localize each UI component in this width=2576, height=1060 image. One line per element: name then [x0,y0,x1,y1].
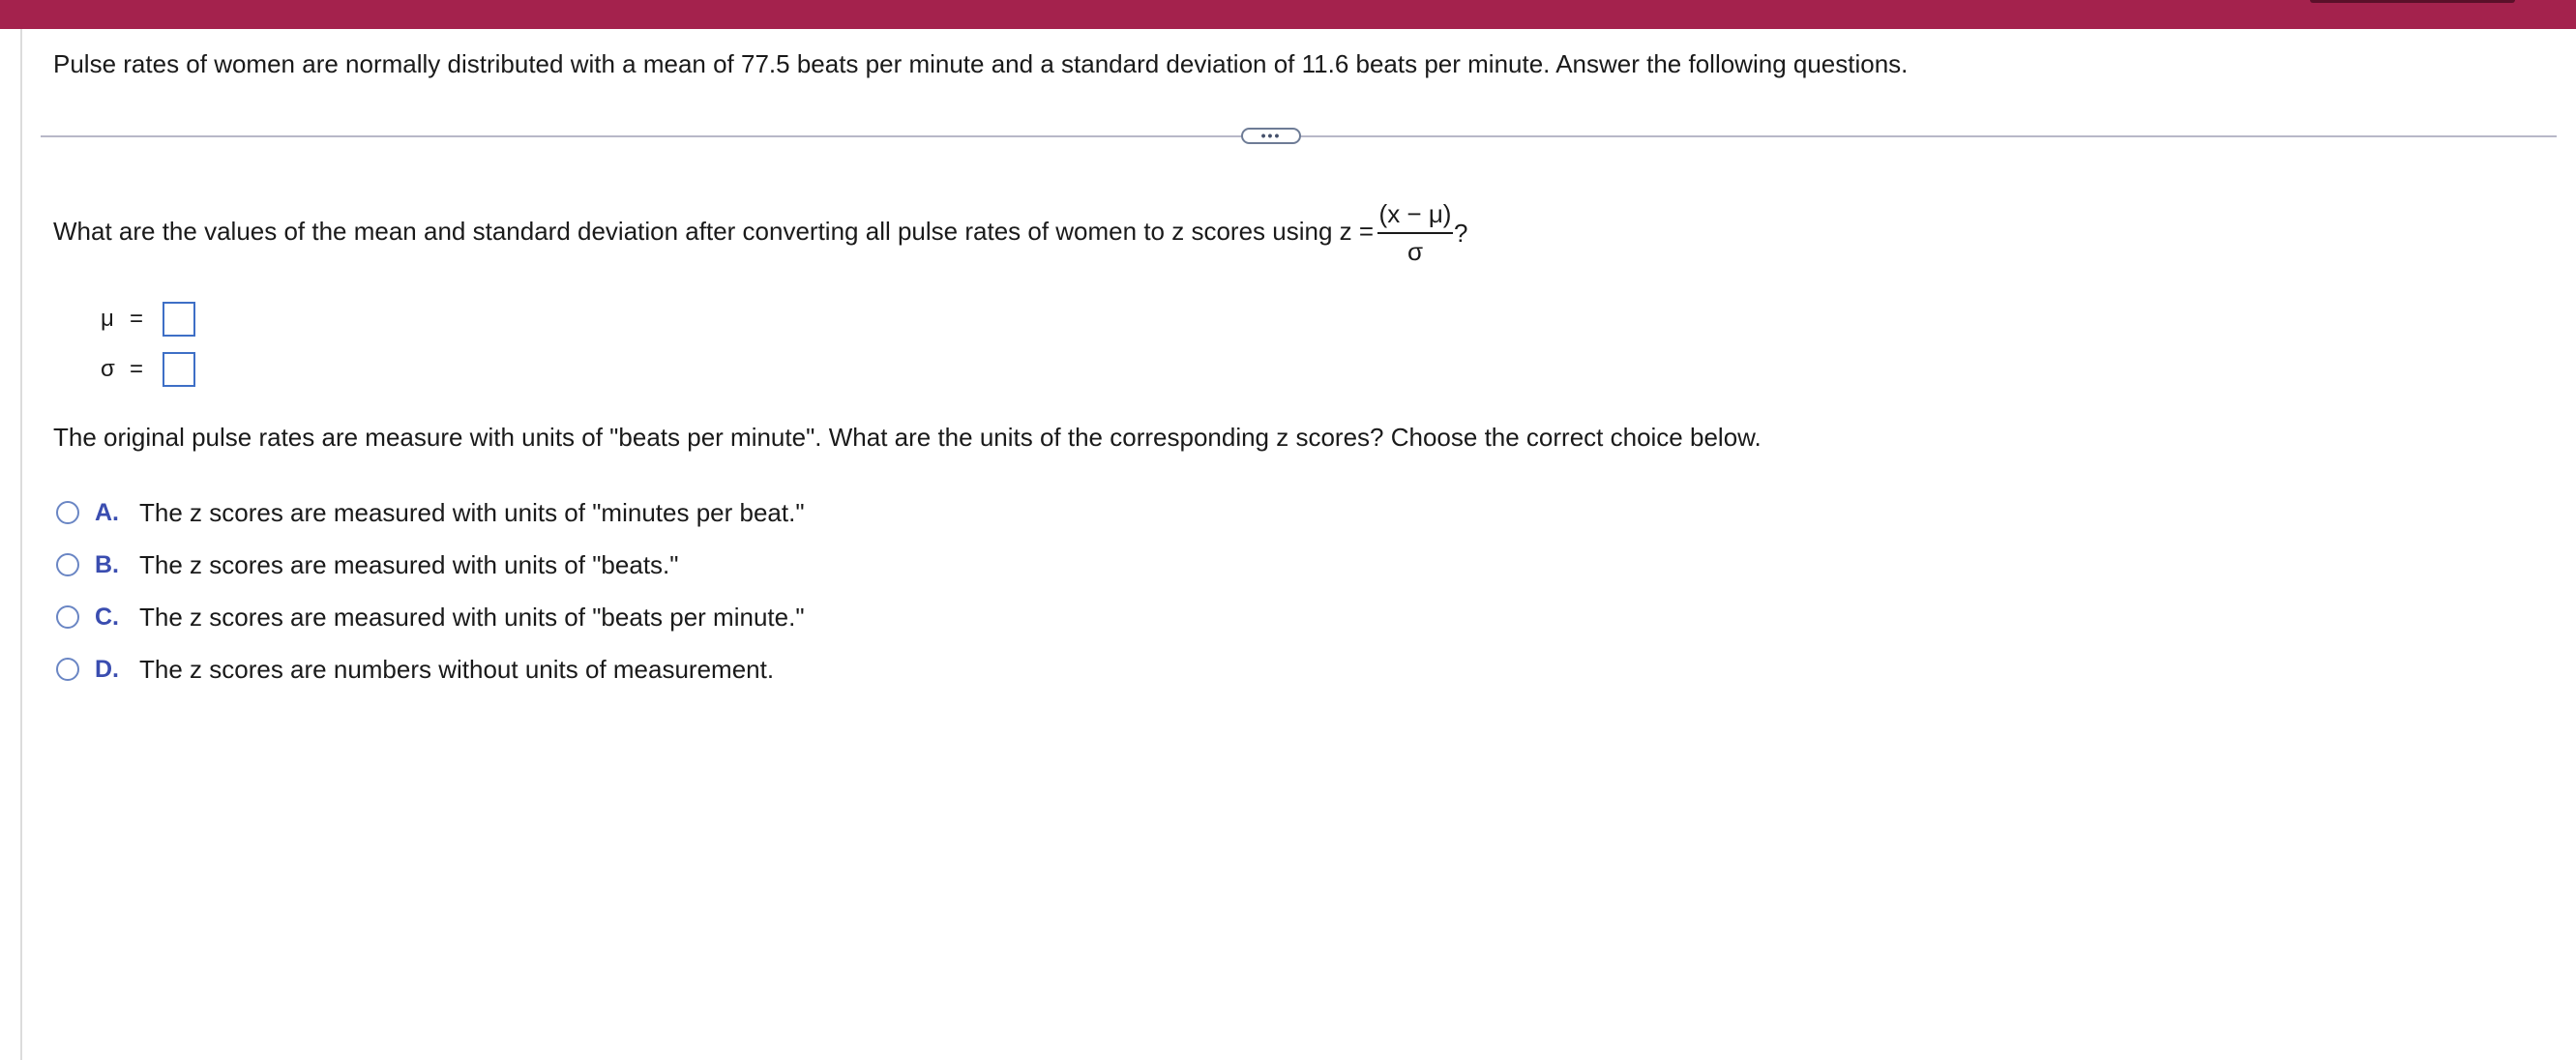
formula-numerator: (x − μ) [1378,199,1452,228]
choice-c[interactable] [56,598,805,636]
problem-intro: Pulse rates of women are normally distributed with a mean of 77.5 beats per minute and a standard deviation of 11.6 beats per minute. Answer the following questions. [53,49,1909,78]
mu-symbol: μ [101,306,114,332]
equals-sign: = [130,356,144,382]
radio-button-icon[interactable] [56,501,79,524]
choice-text: The z scores are measured with units of "minutes per beat." [139,497,805,527]
choice-letter: D. [95,655,119,683]
question-mean-sd: What are the values of the mean and standard deviation after converting all pulse rates of women to z scores using z = [53,217,1375,246]
choice-d[interactable] [56,650,774,689]
formula-denominator: σ [1406,237,1424,266]
sd-answer-input[interactable] [163,352,195,387]
sd-answer-row [101,350,195,389]
equals-sign: = [130,306,144,332]
choice-text: The z scores are measured with units of "beats per minute." [139,602,805,632]
radio-button-icon[interactable] [56,658,79,681]
choice-text: The z scores are numbers without units of measurement. [139,654,775,684]
z-formula-fraction [1377,197,1453,267]
radio-button-icon[interactable] [56,553,79,576]
sigma-symbol: σ [101,356,115,382]
header-tab [2310,0,2515,3]
choice-letter: C. [95,603,119,631]
choice-b[interactable] [56,545,679,584]
choice-text: The z scores are measured with units of "beats." [139,549,679,579]
choice-letter: A. [95,498,119,526]
fraction-bar [1377,232,1453,234]
mean-answer-input[interactable] [163,302,195,337]
question-mark: ? [1454,219,1468,248]
radio-button-icon[interactable] [56,605,79,629]
mean-answer-row [101,300,195,339]
left-border [20,29,22,1060]
expand-more-button[interactable]: ••• [1241,128,1301,144]
question-units: The original pulse rates are measure with units of "beats per minute". What are the units of the corresponding z scores? Choose the correct choice below. [53,423,1762,452]
choice-letter: B. [95,550,119,578]
choice-a[interactable] [56,493,805,532]
header-bar [0,0,2576,29]
